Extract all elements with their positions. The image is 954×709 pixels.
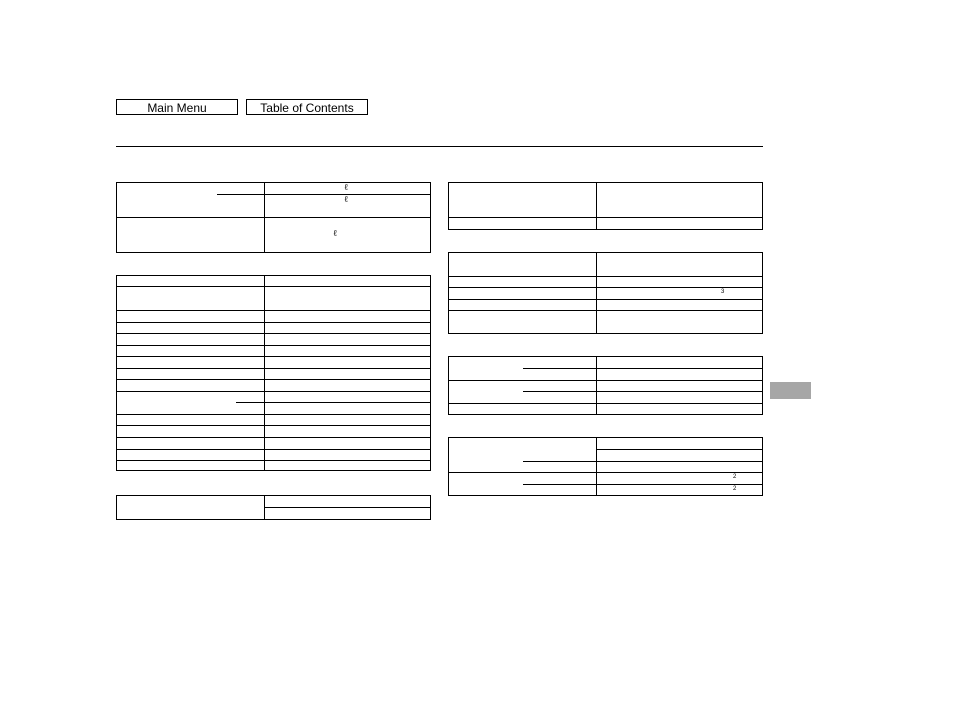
specifications-table <box>116 275 431 471</box>
right-spec-table-1 <box>448 182 763 230</box>
sub-row-divider <box>217 194 265 195</box>
right-spec-table-3 <box>448 356 763 415</box>
table-rule <box>449 276 762 277</box>
main-menu-button[interactable]: Main Menu <box>116 99 238 115</box>
table-rule <box>117 345 430 346</box>
right-spec-table-2 <box>448 252 763 334</box>
superscript-3: 3 <box>721 289 725 295</box>
small-spec-table <box>116 495 431 520</box>
table-rule <box>449 403 762 404</box>
table-rule <box>117 449 430 450</box>
table-rule <box>596 253 597 333</box>
table-rule <box>596 183 597 229</box>
capacities-table <box>116 182 431 253</box>
table-rule <box>449 380 762 381</box>
liter-symbol: ℓ <box>344 183 349 193</box>
table-rule <box>596 438 597 495</box>
column-divider <box>264 276 265 470</box>
table-rule <box>449 472 762 473</box>
table-rule <box>596 484 762 485</box>
table-rule <box>117 333 430 334</box>
table-rule <box>264 402 430 403</box>
table-rule <box>596 391 762 392</box>
table-rule <box>264 507 430 508</box>
liter-symbol: ℓ <box>333 229 338 239</box>
table-rule <box>117 414 430 415</box>
table-rule <box>523 461 597 462</box>
superscript-2: 2 <box>733 474 737 480</box>
table-rule <box>236 402 265 403</box>
table-rule <box>117 322 430 323</box>
table-rule <box>117 460 430 461</box>
table-rule <box>117 286 430 287</box>
table-rule <box>117 391 430 392</box>
table-rule <box>117 368 430 369</box>
table-rule <box>596 449 762 450</box>
table-rule <box>523 484 597 485</box>
table-rule <box>449 287 762 288</box>
table-rule <box>596 461 762 462</box>
table-rule <box>596 357 597 414</box>
table-of-contents-button[interactable]: Table of Contents <box>246 99 368 115</box>
table-rule <box>117 356 430 357</box>
table-rule <box>449 299 762 300</box>
section-tab[interactable] <box>770 382 811 399</box>
liter-symbol: ℓ <box>344 195 349 205</box>
superscript-2: 2 <box>733 486 737 492</box>
table-rule <box>523 368 597 369</box>
table-rule <box>117 310 430 311</box>
table-rule <box>449 217 762 218</box>
right-spec-table-4 <box>448 437 763 496</box>
table-rule <box>523 391 597 392</box>
table-rule <box>117 425 430 426</box>
table-rule <box>596 368 762 369</box>
header-rule <box>116 146 763 147</box>
table-rule <box>449 310 762 311</box>
row-divider <box>117 217 430 218</box>
table-rule <box>117 437 430 438</box>
table-rule <box>117 379 430 380</box>
